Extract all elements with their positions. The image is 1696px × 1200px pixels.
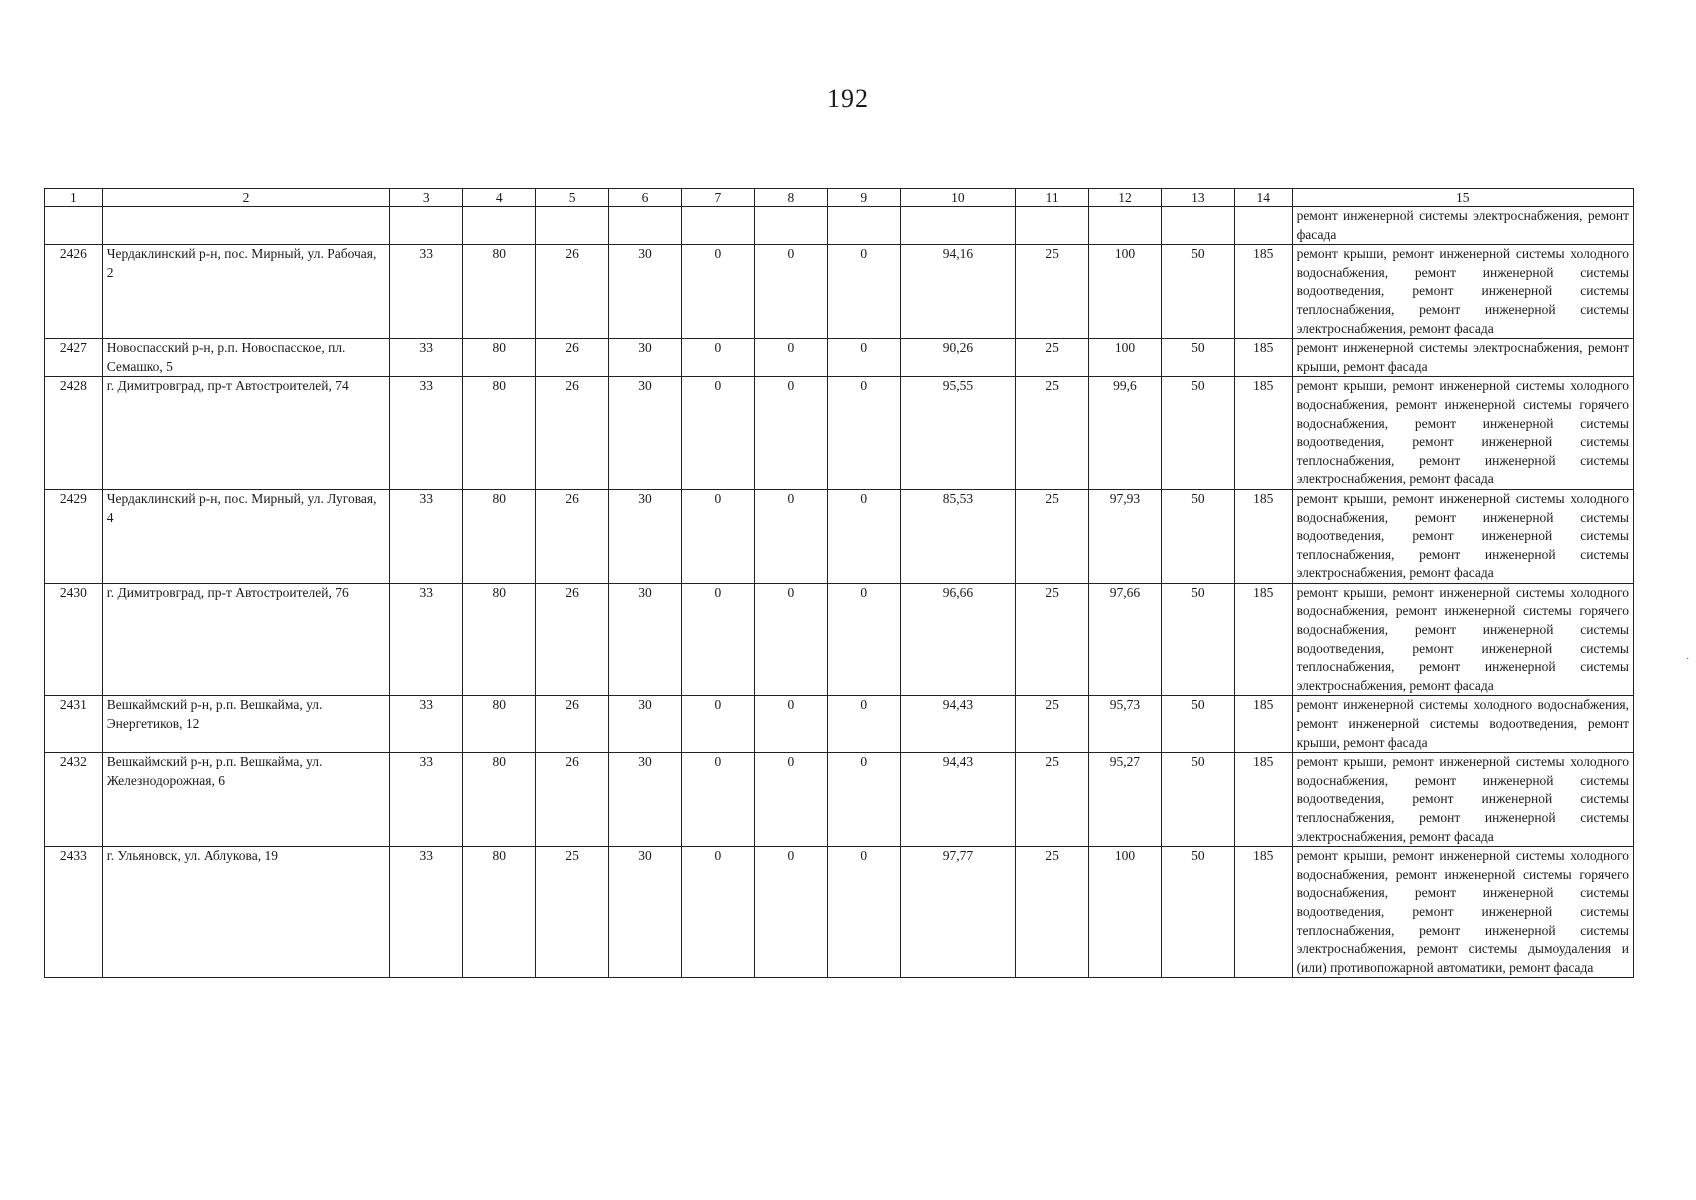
table-cell — [390, 207, 463, 245]
column-header: 9 — [827, 189, 900, 207]
scan-speck: · — [1686, 654, 1690, 665]
address-cell: г. Димитровград, пр-т Автостроителей, 76 — [102, 583, 390, 696]
value-cell: 33 — [390, 847, 463, 978]
value-cell: 80 — [463, 583, 536, 696]
table-cell — [1161, 207, 1234, 245]
works-cell: ремонт инженерной системы электроснабжения, ремонт фасада — [1292, 207, 1633, 245]
value-cell: 0 — [754, 245, 827, 339]
value-cell: 100 — [1089, 339, 1162, 377]
row-number-cell: 2426 — [45, 245, 103, 339]
value-cell: 26 — [536, 377, 609, 490]
value-cell: 0 — [681, 245, 754, 339]
value-cell: 26 — [536, 489, 609, 583]
value-cell: 80 — [463, 377, 536, 490]
value-cell: 30 — [609, 847, 682, 978]
value-cell: 0 — [827, 245, 900, 339]
works-cell: ремонт инженерной системы холодного водоснабжения, ремонт инженерной системы водоотведения, ремонт крыши, ремонт фасада — [1292, 696, 1633, 753]
column-header: 4 — [463, 189, 536, 207]
column-header: 8 — [754, 189, 827, 207]
column-header: 14 — [1234, 189, 1292, 207]
value-cell: 0 — [681, 339, 754, 377]
value-cell: 0 — [681, 377, 754, 490]
column-header: 12 — [1089, 189, 1162, 207]
address-cell: г. Димитровград, пр-т Автостроителей, 74 — [102, 377, 390, 490]
value-cell: 26 — [536, 245, 609, 339]
value-cell: 96,66 — [900, 583, 1015, 696]
row-number-cell: 2428 — [45, 377, 103, 490]
value-cell: 30 — [609, 583, 682, 696]
value-cell: 33 — [390, 583, 463, 696]
value-cell: 33 — [390, 489, 463, 583]
value-cell: 50 — [1161, 245, 1234, 339]
table-cell — [609, 207, 682, 245]
value-cell: 50 — [1161, 489, 1234, 583]
value-cell: 33 — [390, 377, 463, 490]
value-cell: 100 — [1089, 847, 1162, 978]
value-cell: 80 — [463, 696, 536, 753]
value-cell: 0 — [754, 377, 827, 490]
address-cell: Чердаклинский р-н, пос. Мирный, ул. Рабочая, 2 — [102, 245, 390, 339]
value-cell: 90,26 — [900, 339, 1015, 377]
value-cell: 94,16 — [900, 245, 1015, 339]
value-cell: 30 — [609, 753, 682, 847]
value-cell: 100 — [1089, 245, 1162, 339]
row-number-cell: 2433 — [45, 847, 103, 978]
value-cell: 50 — [1161, 339, 1234, 377]
value-cell: 33 — [390, 696, 463, 753]
address-cell: Новоспасский р-н, р.п. Новоспасское, пл. Семашко, 5 — [102, 339, 390, 377]
value-cell: 33 — [390, 339, 463, 377]
value-cell: 33 — [390, 245, 463, 339]
value-cell: 30 — [609, 339, 682, 377]
value-cell: 25 — [1016, 377, 1089, 490]
table-cell — [1089, 207, 1162, 245]
works-cell: ремонт крыши, ремонт инженерной системы холодного водоснабжения, ремонт инженерной системы горячего водоснабжения, ремонт инженерной системы водоотведения, ремонт инженерной системы теплоснабжения, ремонт инженерной системы электроснабжения, ремонт фасада — [1292, 377, 1633, 490]
works-cell: ремонт инженерной системы электроснабжения, ремонт крыши, ремонт фасада — [1292, 339, 1633, 377]
table-row — [45, 377, 1634, 490]
value-cell: 0 — [827, 583, 900, 696]
value-cell: 0 — [827, 489, 900, 583]
value-cell: 0 — [827, 847, 900, 978]
row-number-cell: 2431 — [45, 696, 103, 753]
value-cell: 0 — [681, 583, 754, 696]
value-cell: 30 — [609, 696, 682, 753]
value-cell: 50 — [1161, 696, 1234, 753]
table-row — [45, 847, 1634, 978]
row-number-cell: 2427 — [45, 339, 103, 377]
table-cell — [1234, 207, 1292, 245]
column-header: 5 — [536, 189, 609, 207]
value-cell: 185 — [1234, 583, 1292, 696]
value-cell: 26 — [536, 753, 609, 847]
value-cell: 80 — [463, 753, 536, 847]
table-cell — [45, 207, 103, 245]
value-cell: 0 — [754, 696, 827, 753]
value-cell: 99,6 — [1089, 377, 1162, 490]
works-cell: ремонт крыши, ремонт инженерной системы холодного водоснабжения, ремонт инженерной системы горячего водоснабжения, ремонт инженерной системы водоотведения, ремонт инженерной системы теплоснабжения, ремонт инженерной системы электроснабжения, ремонт фасада — [1292, 583, 1633, 696]
page-number: 192 — [827, 84, 869, 113]
value-cell: 0 — [754, 339, 827, 377]
column-header: 1 — [45, 189, 103, 207]
value-cell: 0 — [681, 847, 754, 978]
table-cell — [536, 207, 609, 245]
value-cell: 50 — [1161, 753, 1234, 847]
value-cell: 0 — [754, 489, 827, 583]
value-cell: 0 — [827, 339, 900, 377]
value-cell: 95,55 — [900, 377, 1015, 490]
value-cell: 25 — [1016, 339, 1089, 377]
works-cell: ремонт крыши, ремонт инженерной системы холодного водоснабжения, ремонт инженерной системы водоотведения, ремонт инженерной системы теплоснабжения, ремонт инженерной системы электроснабжения, ремонт фасада — [1292, 489, 1633, 583]
table-row — [45, 245, 1634, 339]
works-cell: ремонт крыши, ремонт инженерной системы холодного водоснабжения, ремонт инженерной системы водоотведения, ремонт инженерной системы теплоснабжения, ремонт инженерной системы электроснабжения, ремонт фасада — [1292, 245, 1633, 339]
value-cell: 25 — [1016, 245, 1089, 339]
column-header: 6 — [609, 189, 682, 207]
value-cell: 50 — [1161, 847, 1234, 978]
value-cell: 185 — [1234, 696, 1292, 753]
value-cell: 25 — [1016, 583, 1089, 696]
value-cell: 25 — [1016, 847, 1089, 978]
table-cell — [102, 207, 390, 245]
table-row — [45, 696, 1634, 753]
value-cell: 80 — [463, 339, 536, 377]
works-cell: ремонт крыши, ремонт инженерной системы холодного водоснабжения, ремонт инженерной системы водоотведения, ремонт инженерной системы теплоснабжения, ремонт инженерной системы электроснабжения, ремонт фасада — [1292, 753, 1633, 847]
row-number-cell: 2429 — [45, 489, 103, 583]
table-row — [45, 339, 1634, 377]
address-cell: Вешкаймский р-н, р.п. Вешкайма, ул. Энергетиков, 12 — [102, 696, 390, 753]
value-cell: 0 — [681, 753, 754, 847]
row-number-cell: 2430 — [45, 583, 103, 696]
value-cell: 0 — [681, 489, 754, 583]
value-cell: 80 — [463, 847, 536, 978]
value-cell: 0 — [754, 583, 827, 696]
value-cell: 80 — [463, 245, 536, 339]
value-cell: 25 — [1016, 696, 1089, 753]
value-cell: 0 — [827, 696, 900, 753]
table-cell — [754, 207, 827, 245]
address-cell: г. Ульяновск, ул. Аблукова, 19 — [102, 847, 390, 978]
value-cell: 95,27 — [1089, 753, 1162, 847]
table-cell — [463, 207, 536, 245]
value-cell: 50 — [1161, 583, 1234, 696]
value-cell: 0 — [754, 753, 827, 847]
value-cell: 97,66 — [1089, 583, 1162, 696]
column-header: 10 — [900, 189, 1015, 207]
value-cell: 26 — [536, 583, 609, 696]
value-cell: 25 — [536, 847, 609, 978]
value-cell: 33 — [390, 753, 463, 847]
repair-registry-table — [44, 188, 1634, 978]
column-header: 15 — [1292, 189, 1633, 207]
value-cell: 185 — [1234, 847, 1292, 978]
column-number-header-row — [45, 189, 1634, 207]
value-cell: 185 — [1234, 339, 1292, 377]
value-cell: 0 — [827, 753, 900, 847]
value-cell: 85,53 — [900, 489, 1015, 583]
value-cell: 0 — [681, 696, 754, 753]
value-cell: 95,73 — [1089, 696, 1162, 753]
value-cell: 185 — [1234, 377, 1292, 490]
address-cell: Вешкаймский р-н, р.п. Вешкайма, ул. Железнодорожная, 6 — [102, 753, 390, 847]
value-cell: 0 — [827, 377, 900, 490]
value-cell: 25 — [1016, 753, 1089, 847]
table-cell — [1016, 207, 1089, 245]
column-header: 3 — [390, 189, 463, 207]
value-cell: 97,77 — [900, 847, 1015, 978]
value-cell: 50 — [1161, 377, 1234, 490]
value-cell: 26 — [536, 696, 609, 753]
value-cell: 94,43 — [900, 753, 1015, 847]
column-header: 13 — [1161, 189, 1234, 207]
table-cell — [827, 207, 900, 245]
value-cell: 30 — [609, 489, 682, 583]
value-cell: 25 — [1016, 489, 1089, 583]
value-cell: 30 — [609, 377, 682, 490]
table-row — [45, 583, 1634, 696]
value-cell: 97,93 — [1089, 489, 1162, 583]
table-cell — [681, 207, 754, 245]
continuation-row — [45, 207, 1634, 245]
value-cell: 94,43 — [900, 696, 1015, 753]
column-header: 7 — [681, 189, 754, 207]
works-cell: ремонт крыши, ремонт инженерной системы холодного водоснабжения, ремонт инженерной системы горячего водоснабжения, ремонт инженерной системы водоотведения, ремонт инженерной системы теплоснабжения, ремонт инженерной системы электроснабжения, ремонт системы дымоудаления и (или) противопожарной автоматики, ремонт фасада — [1292, 847, 1633, 978]
value-cell: 80 — [463, 489, 536, 583]
value-cell: 185 — [1234, 753, 1292, 847]
value-cell: 0 — [754, 847, 827, 978]
table-row — [45, 753, 1634, 847]
table-cell — [900, 207, 1015, 245]
value-cell: 26 — [536, 339, 609, 377]
value-cell: 185 — [1234, 245, 1292, 339]
value-cell: 30 — [609, 245, 682, 339]
row-number-cell: 2432 — [45, 753, 103, 847]
address-cell: Чердаклинский р-н, пос. Мирный, ул. Луговая, 4 — [102, 489, 390, 583]
table-row — [45, 489, 1634, 583]
column-header: 11 — [1016, 189, 1089, 207]
column-header: 2 — [102, 189, 390, 207]
value-cell: 185 — [1234, 489, 1292, 583]
